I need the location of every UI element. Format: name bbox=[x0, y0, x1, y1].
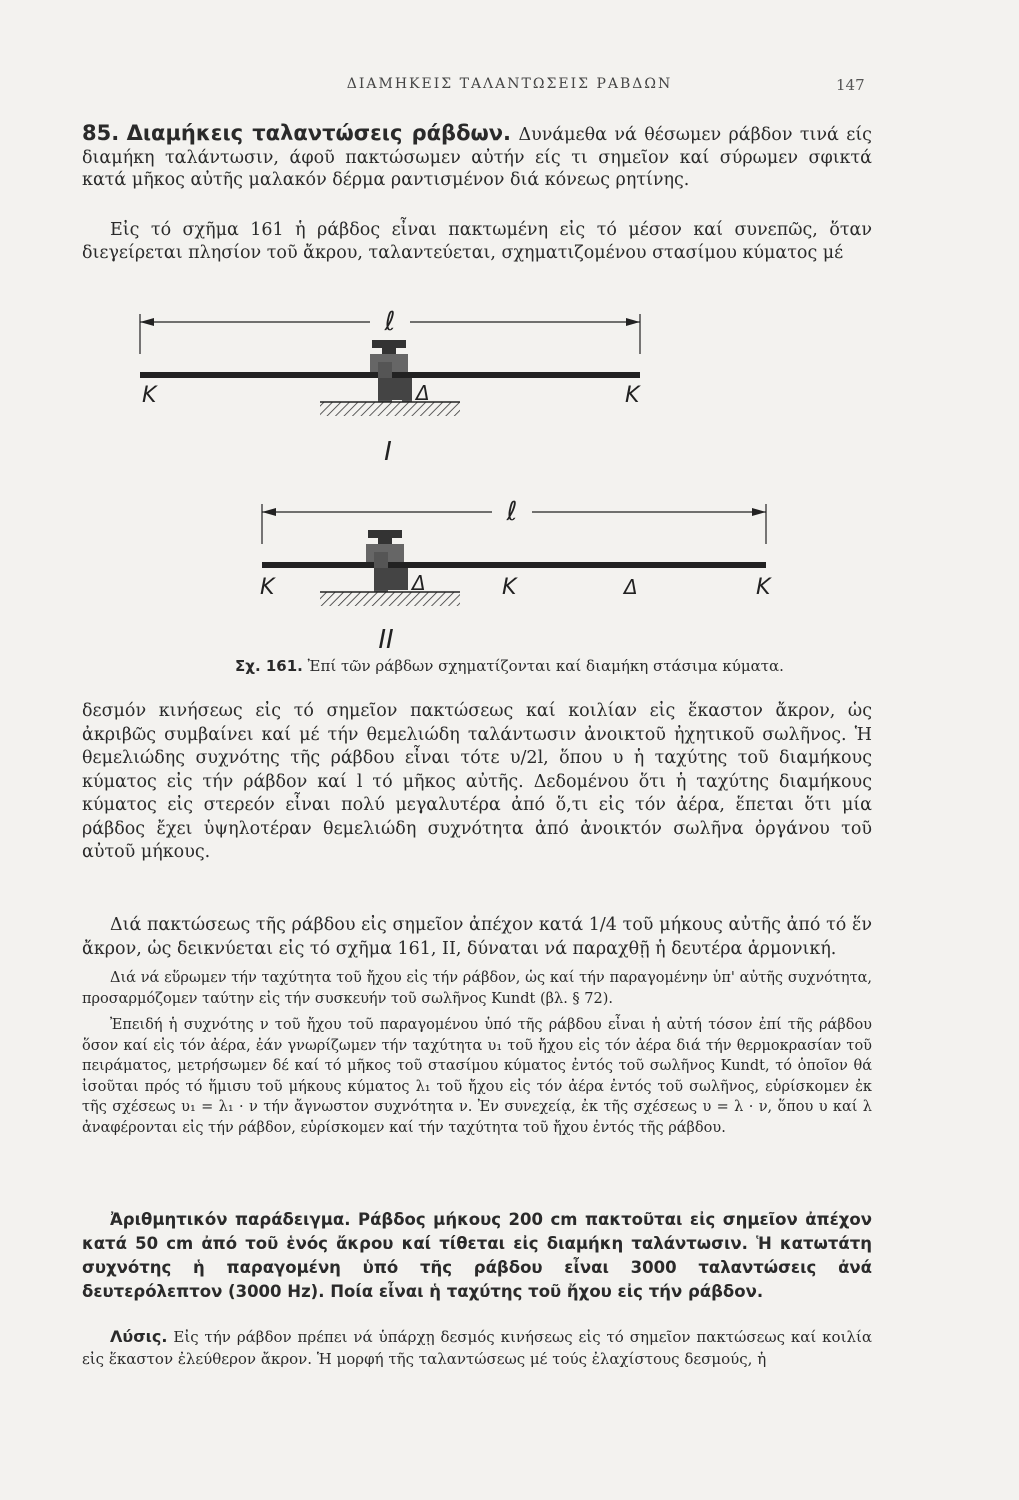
rod bbox=[262, 562, 766, 568]
length-label: ℓ bbox=[384, 307, 396, 337]
page-number: 147 bbox=[836, 76, 865, 94]
node-label-mid2: Δ bbox=[624, 575, 638, 599]
section-number: 85. bbox=[82, 121, 120, 145]
paragraph-second-harmonic: Διά πακτώσεως τῆς ράβδου εἰς σημεῖον ἀπέχον κατά 1/4 τοῦ μήκους αὐτῆς ἀπό τό ἕν ἄκρον, ὡς δεικνύεται εἰς τό σχῆμα 161, II, δύναται νά παραχθῇ ἡ δευτέρα ἁρμονική. bbox=[82, 915, 872, 959]
solution-text: Εἰς τήν ράβδον πρέπει νά ὑπάρχῃ δεσμός κινήσεως εἰς τό σημεῖον πακτώσεως καί κοιλία εἰς ἕκαστον ἐλεύθερον ἄκρον. Ἡ μορφή τῆς ταλαντώσεως μέ τούς ἐλαχίστους δεσμούς, ἡ bbox=[82, 1328, 872, 1368]
ground-support bbox=[320, 402, 460, 416]
numerical-example bbox=[82, 1208, 872, 1304]
node-label-right: K bbox=[756, 575, 771, 600]
example-heading: Ἀριθμητικόν παράδειγμα. bbox=[110, 1210, 351, 1229]
example-text: Ράβδος μήκους 200 cm πακτοῦται εἰς σημεῖον ἀπέχον κατά 50 cm ἀπό τοῦ ἑνός ἄκρου καί τίθεται εἰς διαμήκη ταλάντωσιν. Ἡ κατωτάτη συχνότης ἡ παραγομένη ὑπό τῆς ράβδου εἶναι 3000 ταλαντώσεις ἀνά δευτερόλεπτον (3000 Hz). Ποία εἶναι ἡ ταχύτης τοῦ ἤχου εἰς τήν ράβδον. bbox=[82, 1210, 873, 1301]
node-label-center: Δ bbox=[412, 571, 426, 595]
node-label-center: Δ bbox=[416, 381, 430, 405]
paragraph-fundamental: δεσμόν κινήσεως εἰς τό σημεῖον πακτώσεως καί κοιλίαν εἰς ἕκαστον ἄκρον, ὡς ἀκριβῶς συμβαίνει καί μέ τήν θεμελιώδη ταλάντωσιν ἀνοικτοῦ ἠχητικοῦ σωλῆνος. Ἡ θεμελιώδης συχνότης τῆς ράβδου εἶναι τότε υ/2l, ὅπου υ ἡ ταχύτης τοῦ διαμήκους κύματος εἰς τήν ράβδον καί l τό μῆκος αὐτῆς. Δεδομένου ὅτι ἡ ταχύτης διαμήκους κύματος εἰς στερεόν εἶναι πολύ μεγαλυτέρα ἀπό ὅ,τι εἰς τόν ἀέρα, ἕπεται ὅτι μία ράβδος ἔχει ὑψηλοτέραν θεμελιώδη συχνότητα ἀπό ἀνοικτόν σωλῆνα ὀργάνου τοῦ αὐτοῦ μήκους. bbox=[82, 701, 872, 862]
node-label-left: K bbox=[260, 575, 275, 600]
section-intro-text: Δυνάμεθα νά θέσωμεν ράβδον τινά είς διαμήκη ταλάντωσιν, άφοῦ πακτώσωμεν αὐτήν είς τι σημεῖον καί σύρωμεν σφικτά κατά μῆκος αὐτῆς μαλακόν δέρμα ραντισμένον διά κόνεως ρητίνης. bbox=[82, 125, 872, 190]
figure-diagram-1 bbox=[120, 300, 680, 465]
node-label-left: K bbox=[142, 383, 157, 408]
figure-caption bbox=[0, 657, 1019, 675]
solution bbox=[82, 1326, 872, 1370]
caption-text: Ἐπί τῶν ράβδων σχηματίζονται καί διαμήκη στάσιμα κύματα. bbox=[307, 657, 784, 675]
clamp bbox=[366, 530, 408, 592]
caption-number: Σχ. 161. bbox=[235, 657, 303, 675]
node-label-mid: K bbox=[502, 575, 517, 600]
diagram-numeral: I bbox=[384, 437, 392, 465]
figure-diagram-2 bbox=[250, 490, 790, 655]
node-label-right: K bbox=[625, 383, 640, 408]
running-header: ΔΙΑΜΗΚΕΙΣ ΤΑΛΑΝΤΩΣΕΙΣ ΡΑΒΔΩΝ bbox=[346, 76, 673, 92]
section-title: Διαμήκεις ταλαντώσεις ράβδων. bbox=[126, 121, 512, 145]
diagram-numeral: II bbox=[378, 625, 394, 655]
length-label: ℓ bbox=[506, 497, 518, 527]
clamp bbox=[370, 340, 412, 402]
note-frequency: Ἐπειδή ἡ συχνότης ν τοῦ ἤχου τοῦ παραγομένου ὑπό τῆς ράβδου εἶναι ἡ αὐτή τόσον ἐπί τῆς ράβδου ὅσον καί εἰς τόν ἀέρα, ἐάν γνωρίζωμεν τήν ταχύτητα υ₁ τοῦ ἤχου εἰς τόν ἀέρα διά τήν θερμοκρασίαν τοῦ πειράματος, μετρήσωμεν δέ καί τό μῆκος τοῦ στασίμου κύματος ἐντός τοῦ σωλῆνος Kundt, τό ὁποῖον θά ἰσοῦται πρός τό ἥμισυ τοῦ μήκους κύματος λ₁ τοῦ ἤχου εἰς τόν ἀέρα ἐντός τοῦ σωλῆνος, εὑρίσκομεν ἐκ τῆς σχέσεως υ₁ = λ₁ · ν τήν ἄγνωστον συχνότητα ν. Ἐν συνεχείᾳ, ἐκ τῆς σχέσεως υ = λ · ν, ὅπου υ καί λ ἀναφέρονται εἰς τήν ράβδον, εὑρίσκομεν καί τήν ταχύτητα τοῦ ἤχου ἐντός τῆς ράβδου. bbox=[82, 1017, 872, 1136]
section-85-intro bbox=[82, 122, 872, 192]
solution-heading: Λύσις. bbox=[110, 1327, 168, 1346]
paragraph-figure-ref: Εἰς τό σχῆμα 161 ἡ ράβδος εἶναι πακτωμένη εἰς τό μέσον καί συνεπῶς, ὅταν διεγείρεται πλησίον τοῦ ἄκρου, ταλαντεύεται, σχηματιζομένου στασίμου κύματος μέ bbox=[82, 220, 872, 263]
note-kundt: Διά νά εὕρωμεν τήν ταχύτητα τοῦ ἤχου εἰς τήν ράβδον, ὡς καί τήν παραγομένην ὑπ' αὐτῆς συχνότητα, προσαρμόζομεν ταύτην εἰς τήν συσκευήν τοῦ σωλῆνος Kundt (βλ. § 72). bbox=[82, 970, 872, 1007]
ground-support bbox=[320, 592, 460, 606]
